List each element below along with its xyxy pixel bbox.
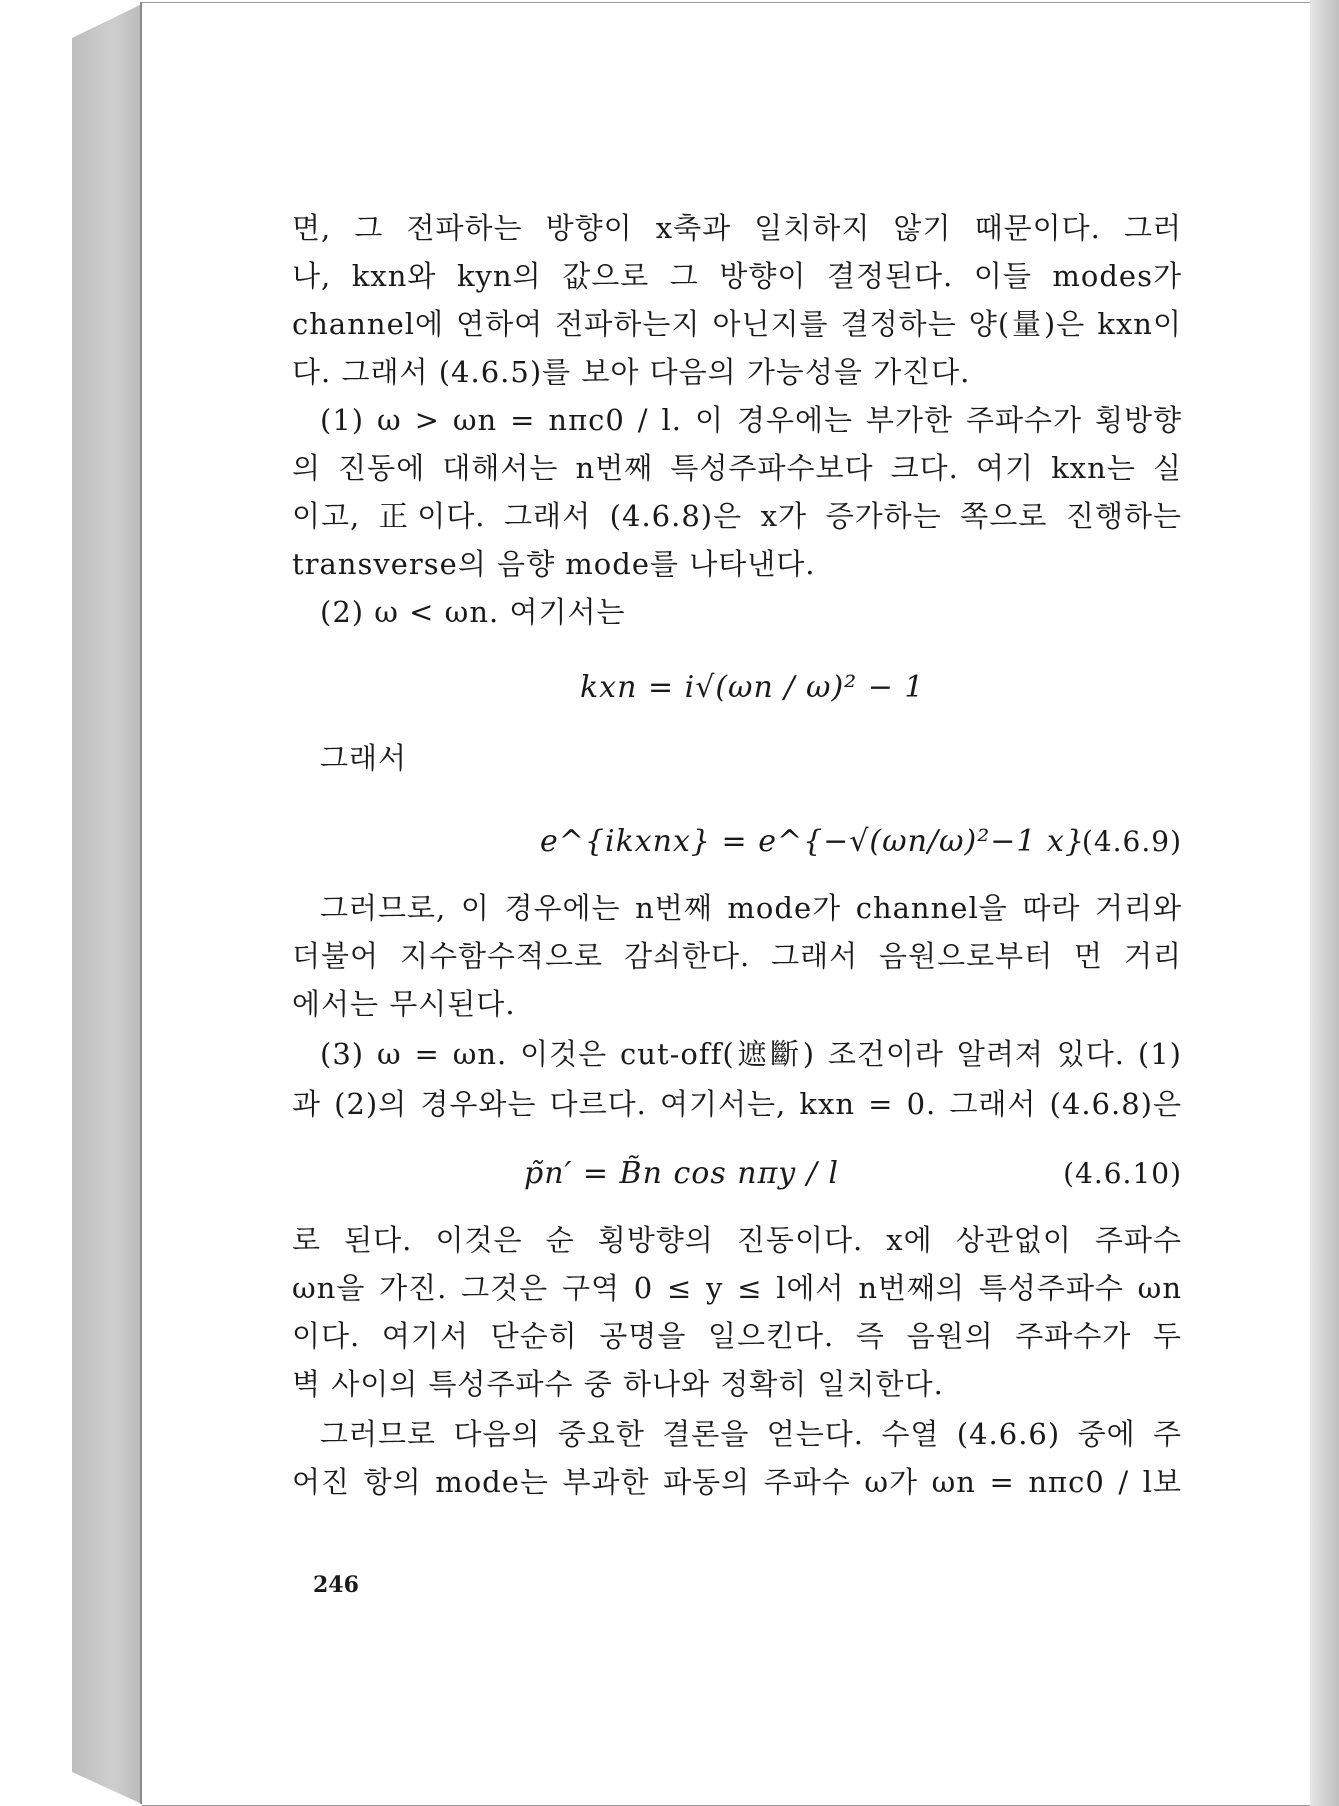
text-line: 그러므로 다음의 중요한 결론을 얻는다. 수열 (4.6.6) 중에 주 xyxy=(320,1417,1182,1451)
text-line: 면, 그 전파하는 방향이 x축과 일치하지 않기 때문이다. 그러 xyxy=(292,211,1182,245)
text-line: ωn을 가진. 그것은 구역 0 ≤ y ≤ l에서 n번째의 특성주파수 ωn xyxy=(292,1271,1182,1305)
text-line: channel에 연하여 전파하는지 아닌지를 결정하는 양(量)은 kxn이 xyxy=(292,307,1182,341)
text-line: 다. 그래서 (4.6.5)를 보아 다음의 가능성을 가진다. xyxy=(292,355,971,389)
spine-edge-line xyxy=(140,2,142,1804)
text-line: 어진 항의 mode는 부과한 파동의 주파수 ω가 ωn = nπc0 / l보 xyxy=(292,1465,1182,1499)
page-edge-shadow xyxy=(1310,0,1339,1806)
text-line: (2) ω < ωn. 여기서는 xyxy=(320,595,626,629)
text-line: 그래서 xyxy=(320,741,408,775)
text-line: transverse의 음향 mode를 나타낸다. xyxy=(292,547,816,581)
text-line: 의 진동에 대해서는 n번째 특성주파수보다 크다. 여기 kxn는 실 xyxy=(292,451,1182,485)
text-line: 더불어 지수함수적으로 감쇠한다. 그래서 음원으로부터 먼 거리 xyxy=(292,939,1182,973)
text-line: 벽 사이의 특성주파수 중 하나와 정확히 일치한다. xyxy=(292,1367,944,1401)
text-line: (3) ω = ωn. 이것은 cut-off(遮斷) 조건이라 알려져 있다. (1) xyxy=(320,1037,1182,1071)
page-number: 246 xyxy=(313,1572,359,1598)
book-spine xyxy=(72,4,142,1804)
equation-exp: e^{ikxnx} = e^{−√(ωn/ω)²−1 x} xyxy=(540,824,1085,859)
text-line: 이고, 正이다. 그래서 (4.6.8)은 x가 증가하는 쪽으로 진행하는 xyxy=(292,499,1182,533)
text-line: 에서는 무시된다. xyxy=(292,987,516,1021)
text-line: 과 (2)의 경우와는 다르다. 여기서는, kxn = 0. 그래서 (4.6.8)은 xyxy=(292,1087,1182,1121)
equation-number: (4.6.9) xyxy=(1081,825,1182,858)
text-line: 이다. 여기서 단순히 공명을 일으킨다. 즉 음원의 주파수가 두 xyxy=(292,1319,1182,1353)
equation-pn: p̃n′ = B̃n cos nπy / l xyxy=(524,1156,840,1191)
text-line: 로 된다. 이것은 순 횡방향의 진동이다. x에 상관없이 주파수 xyxy=(292,1223,1182,1257)
equation-number: (4.6.10) xyxy=(1063,1157,1182,1190)
text-line: (1) ω > ωn = nπc0 / l. 이 경우에는 부가한 주파수가 횡방향 xyxy=(320,403,1182,437)
text-line: 그러므로, 이 경우에는 n번째 mode가 channel을 따라 거리와 xyxy=(320,891,1182,925)
text-line: 나, kxn와 kyn의 값으로 그 방향이 결정된다. 이들 modes가 xyxy=(292,259,1182,293)
equation-kxn: kxn = i√(ωn / ω)² − 1 xyxy=(580,670,925,705)
